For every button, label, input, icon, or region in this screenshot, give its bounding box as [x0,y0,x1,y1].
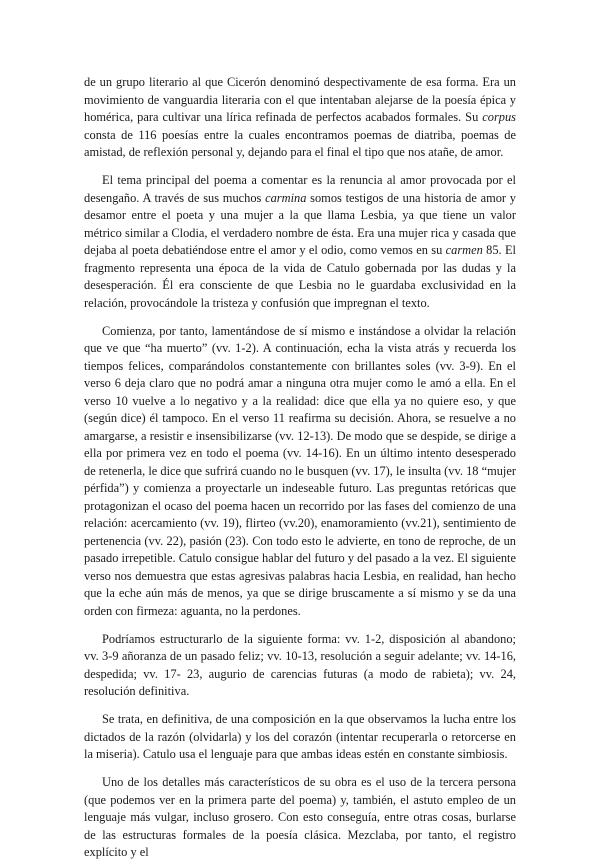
text-run: consta de 116 poesías entre la cuales encontramos poemas de diatriba, poemas de amistad, de reflexión personal y, dejando para el final el tipo que nos atañe, de amor. [84,127,516,159]
italic-term-carmen: carmen [445,243,483,257]
text-run: de un grupo literario al que Cicerón denominó despectivamente de esa forma. Era un movimiento de vanguardia literaria con el que intentaban alejarse de la poesía épica y homérica, para cultivar una lírica refinada de perfectos acabados formales. Su [84,75,516,124]
text-run: somos testigos de una historia de amor y desamor entre el poeta y una mujer a la que llama Lesbia, ya que tiene un valor métrico similar a Clodia, el verdadero nombre de ésta. Era una mujer rica y casada que dejaba al poeta debatiéndose entre el amor y el odio, como vemos en su [84,190,516,257]
text-run: 85. El fragmento representa una época de la vida de Catulo gobernada por las dudas y la desesperación. Él era consciente de que Lesbia no le guardaba exclusividad en la relación, provocándole la tristeza y confusión que impregnan el texto. [84,243,516,310]
text-run: Uno de los detalles más característicos de su obra es el uso de la tercera persona (que podemos ver en la primera parte del poema) y, también, el astuto empleo de un lenguaje más vulgar, incluso grosero. Con esto conseguía, entre otras cosas, burlarse de las estructuras formales de la poesía clásica. Mezclaba, por tanto, el registro explícito y el [84,775,516,859]
paragraph-6 [84,774,516,862]
document-page [84,74,516,862]
text-run: El tema principal del poema a comentar es la renuncia al amor provocada por el desengaño. A través de sus muchos [84,173,516,205]
paragraph-4 [84,631,516,701]
text-run: Se trata, en definitiva, de una composición en la que observamos la lucha entre los dictados de la razón (olvidarla) y los del corazón (intentar recuperarla o retorcerse en la miseria). Catulo usa el lenguaje para que ambas ideas estén en constante simbiosis. [84,712,516,761]
text-run: Podríamos estructurarlo de la siguiente forma: vv. 1-2, disposición al abandono; vv. 3-9 añoranza de un pasado feliz; vv. 10-13, resolución a seguir adelante; vv. 14-16, despedida; vv. 17- 23, augurio de carencias futuras (a modo de rabieta); vv. 24, resolución definitiva. [84,631,516,698]
paragraph-5 [84,711,516,764]
paragraph-1 [84,74,516,162]
paragraph-2 [84,172,516,312]
italic-term-corpus: corpus [482,110,516,124]
italic-term-carmina: carmina [265,190,307,205]
paragraph-3 [84,323,516,621]
text-run: Comienza, por tanto, lamentándose de sí mismo e instándose a olvidar la relación que ve que “ha muerto” (vv. 1-2). A continuación, echa la vista atrás y recuerda los tiempos felices, comparándolos constantemente con brillantes soles (vv. 3-9). En el verso 6 deja claro que no podrá amar a ninguna otra mujer como le amó a ella. En el verso 10 vuelve a lo negativo y a la realidad: dice que ella ya no quiere eso, y que (según dice) él tampoco. En el verso 11 reafirma su decisión. Ahora, se resuelve a no amargarse, a resistir e insensibilizarse (vv. 12-13). De modo que se despide, se dirige a ella por primera vez en todo el poema (vv. 14-16). En un último intento desesperado de retenerla, le dice que sufrirá cuando no le busquen (vv. 17), le insulta (vv. 18 “mujer pérfida”) y comienza a proyectarle un indeseable futuro. Las preguntas retóricas que protagonizan el ocaso del poema hacen un recorrido por las fases del comienzo de una relación: acercamiento (vv. 19), flirteo (vv.20), enamoramiento (vv.21), sentimiento de pertenencia (vv. 22), pasión (23). Con todo esto le advierte, en tono de reproche, de un pasado irrepetible. Catulo consigue hablar del futuro y del pasado a la vez. El siguiente verso nos demuestra que estas agresivas palabras hacia Lesbia, en realidad, han hecho que la eche aún más de menos, ya que se dirige bruscamente a sí mismo y se da una orden con firmeza: aguanta, no la perdones. [84,323,516,618]
